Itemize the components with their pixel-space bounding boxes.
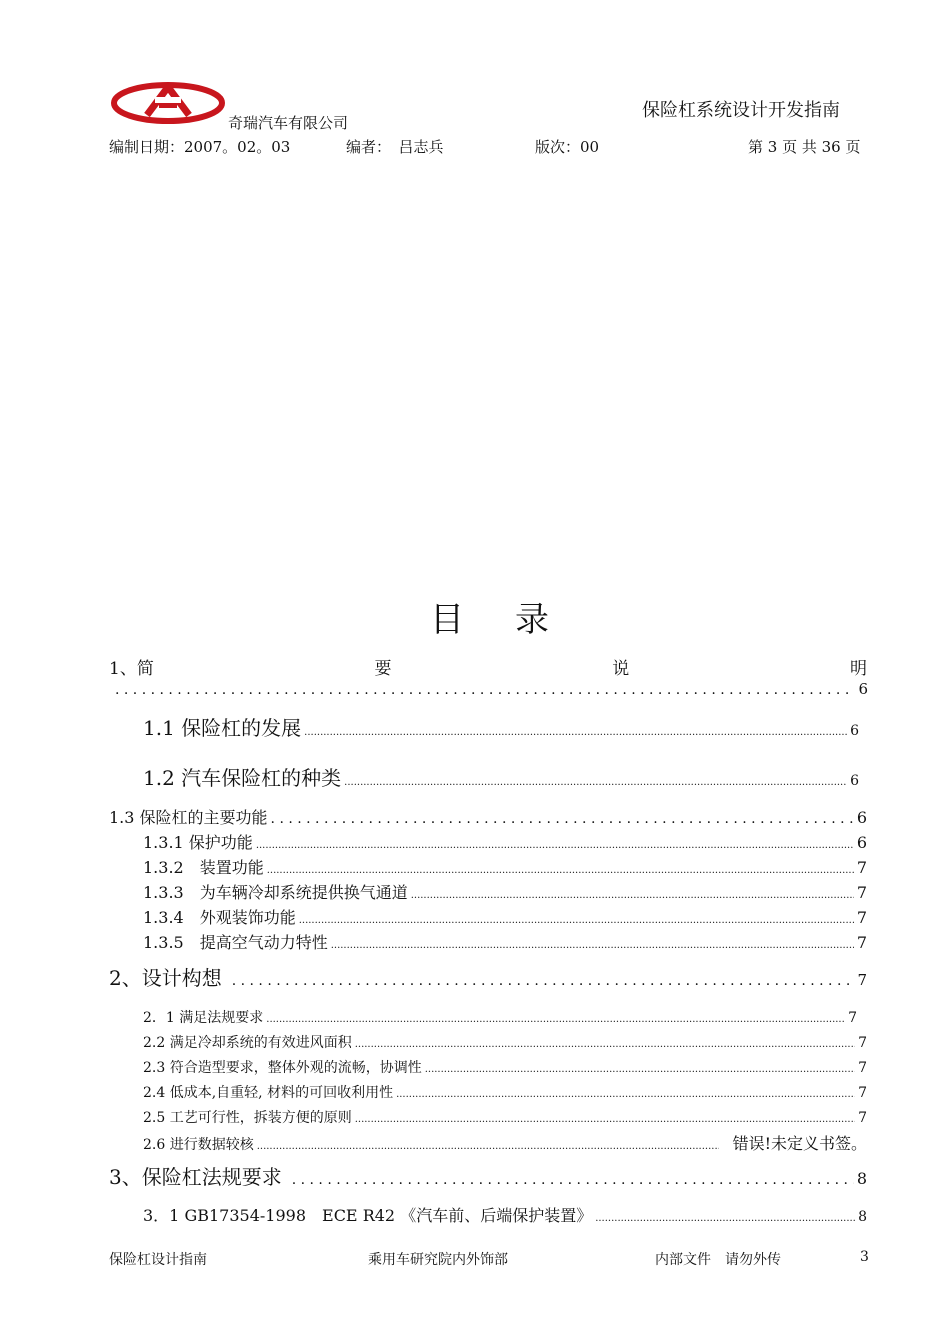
toc-entry[interactable] — [109, 962, 867, 991]
toc-page-number: 6 — [856, 833, 867, 852]
toc-entry[interactable] — [143, 762, 859, 791]
toc-entry-label: 1.3.3 为车辆冷却系统提供换气通道 — [143, 883, 408, 902]
footer-right: 内部文件 请勿外传 — [655, 1252, 781, 1268]
toc-entry-label: 2.6 进行数据较核 — [143, 1137, 254, 1153]
toc-page-number: 错误!未定义书签。 — [732, 1134, 867, 1153]
toc-leader — [266, 1010, 845, 1026]
toc-leader — [257, 1137, 719, 1153]
toc-entry-label: 1.3.5 提高空气动力特性 — [143, 933, 328, 952]
toc-leader — [292, 1165, 854, 1189]
toc-page-number: 7 — [856, 858, 867, 877]
document-title: 保险杠系统设计开发指南 — [642, 100, 840, 121]
toc-entry-label: 1、简 — [109, 659, 154, 679]
toc-entry-label: 1.3.1 保护功能 — [143, 833, 253, 852]
toc-entry[interactable] — [143, 855, 867, 878]
company-logo — [109, 81, 227, 125]
toc-leader — [232, 966, 855, 990]
toc-leader — [355, 1035, 855, 1051]
toc-entry[interactable] — [143, 830, 867, 853]
toc-entry[interactable] — [109, 1161, 867, 1190]
author: 编者： 吕志兵 — [346, 138, 444, 156]
toc-entry-label: 要 — [374, 659, 392, 679]
toc-leader — [331, 933, 854, 952]
version: 版次：00 — [535, 138, 600, 156]
toc-page-number: 8 — [856, 1169, 867, 1188]
footer-left: 保险杠设计指南 — [109, 1252, 207, 1268]
toc-entry-label: 2、设计构想 — [109, 966, 222, 990]
toc-leader — [396, 1085, 855, 1101]
toc-entry[interactable] — [143, 1032, 867, 1052]
toc-page-number: 7 — [858, 1110, 867, 1126]
toc-leader — [304, 716, 847, 740]
footer-page-number: 3 — [860, 1249, 869, 1265]
toc-entry-label: 3、保险杠法规要求 — [109, 1165, 282, 1189]
toc-leader — [411, 883, 854, 902]
compile-date: 编制日期：2007。02。03 — [109, 138, 291, 156]
toc-page-number: 6 — [856, 808, 867, 827]
toc-heading-char: 目 — [430, 600, 464, 640]
toc-leader — [299, 908, 854, 927]
toc-page-number: 6 — [850, 773, 859, 789]
toc-page-number: 7 — [848, 1010, 857, 1026]
company-name: 奇瑞汽车有限公司 — [228, 114, 349, 132]
toc-entry[interactable] — [143, 712, 859, 741]
toc-entry-label: 2.2 满足冷却系统的有效进风面积 — [143, 1035, 352, 1051]
toc-entry[interactable] — [143, 1007, 857, 1027]
toc-entry[interactable] — [143, 1131, 867, 1154]
toc-leader — [256, 833, 854, 852]
toc-entry-label: 1.3.4 外观装饰功能 — [143, 908, 296, 927]
toc-page-number: 7 — [858, 1085, 867, 1101]
toc-leader — [267, 858, 854, 877]
toc-leader — [115, 680, 855, 698]
toc-leader — [425, 1060, 855, 1076]
toc-entry-label: 1.2 汽车保险杠的种类 — [143, 766, 342, 790]
chery-logo-icon — [109, 81, 227, 125]
toc-entry[interactable] — [143, 1203, 867, 1226]
toc-entry-label: 2.5 工艺可行性，拆装方便的原则 — [143, 1110, 352, 1126]
toc-entry-label: 2.4 低成本,自重轻, 材料的可回收利用性 — [143, 1085, 394, 1101]
toc-entry-label: 1.1 保险杠的发展 — [143, 716, 302, 740]
toc-entry[interactable] — [143, 930, 867, 953]
toc-entry-label: 2.3 符合造型要求，整体外观的流畅，协调性 — [143, 1060, 422, 1076]
toc-page-number: 7 — [856, 883, 867, 902]
toc-page-number: 6 — [858, 680, 868, 698]
toc-page-number: 8 — [858, 1209, 867, 1225]
toc-leader — [355, 1110, 855, 1126]
toc-page-number: 7 — [857, 971, 867, 989]
toc-entry[interactable] — [143, 1082, 867, 1102]
toc-leader — [271, 808, 854, 827]
toc-entry-label: 1.3.2 装置功能 — [143, 858, 264, 877]
toc-leader — [344, 766, 847, 790]
toc-heading — [515, 592, 549, 641]
toc-page-number: 7 — [856, 933, 867, 952]
toc-page-number: 7 — [856, 908, 867, 927]
toc-entry-1-leader[interactable] — [112, 680, 868, 698]
toc-page-number: 6 — [850, 723, 859, 739]
toc-page-number: 7 — [858, 1035, 867, 1051]
toc-entry-label: 明 — [849, 659, 867, 679]
toc-leader — [595, 1206, 855, 1225]
toc-heading — [430, 592, 464, 641]
toc-entry-label: 2．1 满足法规要求 — [143, 1010, 264, 1026]
toc-entry-label: 1.3 保险杠的主要功能 — [109, 808, 268, 827]
page-indicator: 第 3 页 共 36 页 — [748, 138, 861, 156]
toc-entry-1[interactable] — [109, 654, 867, 679]
toc-entry[interactable] — [143, 880, 867, 903]
toc-entry[interactable] — [143, 1057, 867, 1077]
toc-entry-label: 说 — [612, 659, 630, 679]
toc-entry[interactable] — [143, 905, 867, 928]
toc-entry[interactable] — [109, 805, 867, 828]
toc-entry-label: 3．1 GB17354-1998 ECE R42 《汽车前、后端保护装置》 — [143, 1206, 593, 1225]
toc-entry[interactable] — [143, 1107, 867, 1127]
toc-page-number: 7 — [858, 1060, 867, 1076]
toc-heading-char: 录 — [515, 600, 549, 640]
footer-center: 乘用车研究院内外饰部 — [368, 1252, 508, 1268]
